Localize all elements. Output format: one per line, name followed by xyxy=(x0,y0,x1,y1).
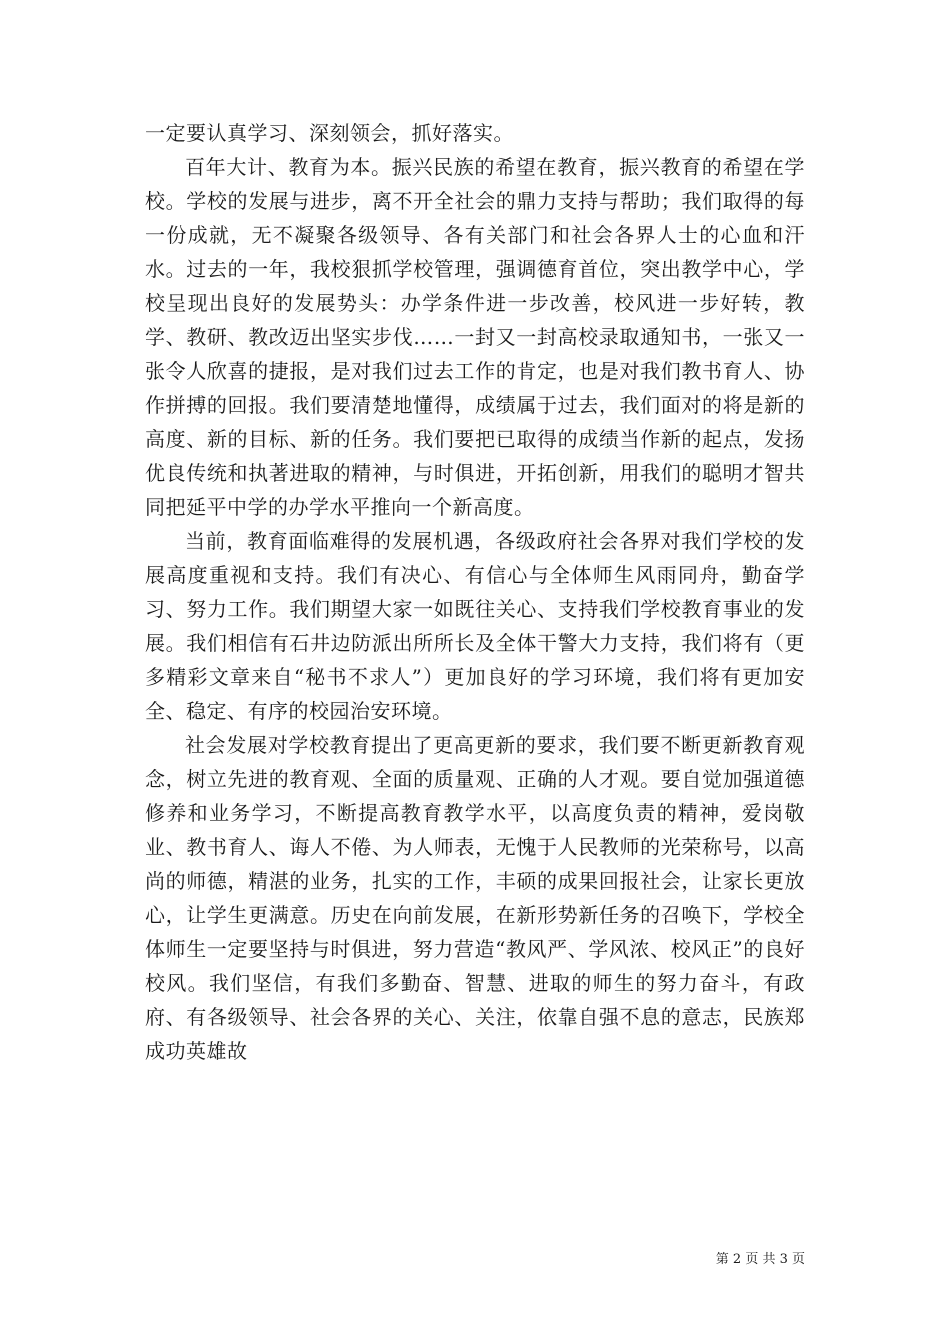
page-number-footer: 第 2 页 共 3 页 xyxy=(715,1252,805,1267)
paragraph-3: 当前，教育面临难得的发展机遇，各级政府社会各界对我们学校的发展高度重视和支持。我们有决心、有信心与全体师生风雨同舟，勤奋学习、努力工作。我们期望大家一如既往关心、支持我们学校教育事业的发展。我们相信有石井边防派出所所长及全体干警大力支持，我们将有（更多精彩文章来自“秘书不求人”）更加良好的学习环境，我们将有更加安全、稳定、有序的校园治安环境。 xyxy=(145,529,805,723)
paragraph-2: 百年大计、教育为本。振兴民族的希望在教育，振兴教育的希望在学校。学校的发展与进步，离不开全社会的鼎力支持与帮助；我们取得的每一份成就，无不凝聚各级领导、各有关部门和社会各界人士的心血和汗水。过去的一年，我校狠抓学校管理，强调德育首位，突出教学中心，学校呈现出良好的发展势头：办学条件进一步改善，校风进一步好转，教学、教研、教改迈出坚实步伐……一封又一封高校录取通知书，一张又一张令人欣喜的捷报，是对我们过去工作的肯定，也是对我们教书育人、协作拼搏的回报。我们要清楚地懂得，成绩属于过去，我们面对的将是新的高度、新的目标、新的任务。我们要把已取得的成绩当作新的起点，发扬优良传统和执著进取的精神，与时俱进，开拓创新，用我们的聪明才智共同把延平中学的办学水平推向一个新高度。 xyxy=(145,155,805,519)
document-body xyxy=(145,116,805,1068)
paragraph-1: 一定要认真学习、深刻领会，抓好落实。 xyxy=(145,121,514,145)
paragraph-4: 社会发展对学校教育提出了更高更新的要求，我们要不断更新教育观念，树立先进的教育观、全面的质量观、正确的人才观。要自觉加强道德修养和业务学习，不断提高教育教学水平，以高度负责的精神，爱岗敬业、教书育人、诲人不倦、为人师表，无愧于人民教师的光荣称号，以高尚的师德，精湛的业务，扎实的工作，丰硕的成果回报社会，让家长更放心，让学生更满意。历史在向前发展，在新形势新任务的召唤下，学校全体师生一定要坚持与时俱进，努力营造“教风严、学风浓、校风正”的良好校风。我们坚信，有我们多勤奋、智慧、进取的师生的努力奋斗，有政府、有各级领导、社会各界的关心、关注，依靠自强不息的意志，民族郑成功英雄故 xyxy=(145,733,805,1063)
